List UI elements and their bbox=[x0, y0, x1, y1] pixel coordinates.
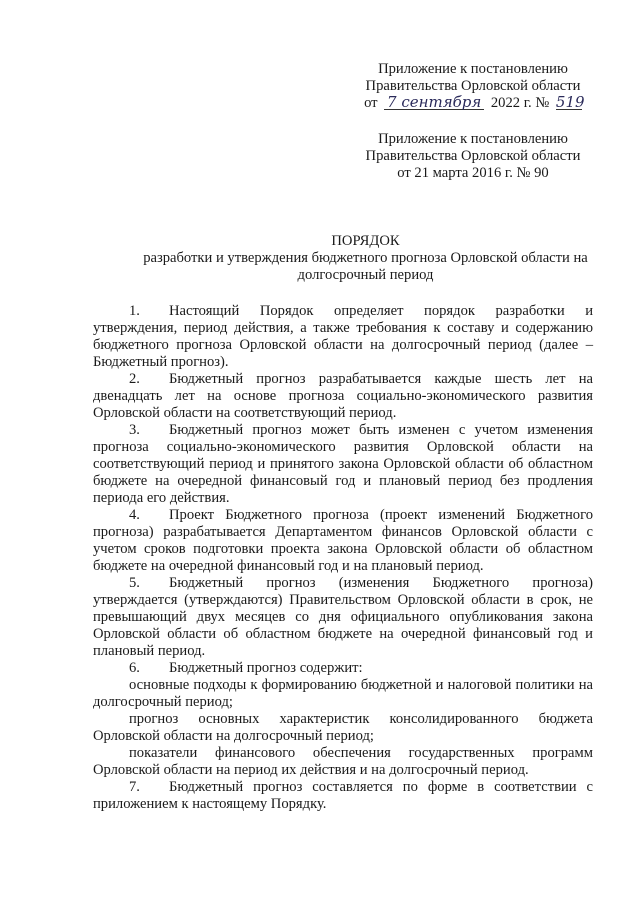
paragraph-number: 6. bbox=[129, 660, 140, 676]
paragraph-text: Бюджетный прогноз содержит: bbox=[169, 660, 363, 676]
paragraph bbox=[93, 303, 593, 371]
header-line: Приложение к постановлению bbox=[378, 131, 568, 147]
paragraph-text: Бюджетный прогноз может быть изменен с учетом изменения прогноза социально-экономического развития Орловской области на соответствующий период и принятого закона Орловской области об областном бюджете на очередной финансовый год и плановый период без продления периода его действия. bbox=[93, 422, 593, 506]
approval-header-current bbox=[358, 61, 588, 112]
title-main: ПОРЯДОК bbox=[331, 233, 400, 249]
document-title bbox=[0, 233, 636, 284]
handwritten-date: 7 сентября bbox=[384, 95, 484, 110]
paragraph-number: 4. bbox=[129, 507, 140, 523]
paragraph-text: Бюджетный прогноз составляется по форме в соответствии с приложением к настоящему Порядку. bbox=[93, 779, 593, 812]
paragraph-text: основные подходы к формированию бюджетной и налоговой политики на долгосрочный период; bbox=[93, 677, 593, 710]
paragraph-number: 2. bbox=[129, 371, 140, 387]
approval-header-original bbox=[358, 131, 588, 182]
header-line: Правительства Орловской области bbox=[365, 78, 581, 94]
header-line: Правительства Орловской области bbox=[365, 148, 581, 164]
date-suffix: 2022 г. № bbox=[490, 95, 550, 111]
paragraph-number: 1. bbox=[129, 303, 140, 319]
paragraph bbox=[93, 575, 593, 660]
header-line: от 21 марта 2016 г. № 90 bbox=[397, 165, 549, 181]
title-subtitle: разработки и утверждения бюджетного прогноза Орловской области на bbox=[143, 250, 588, 266]
paragraph bbox=[93, 711, 593, 745]
header-date-line bbox=[358, 95, 588, 112]
paragraph bbox=[93, 507, 593, 575]
paragraph bbox=[93, 745, 593, 779]
paragraph-text: показатели финансового обеспечения государственных программ Орловской области на период их действия и на долгосрочный период. bbox=[93, 745, 593, 778]
paragraph-text: Настоящий Порядок определяет порядок разработки и утверждения, период действия, а также требования к составу и содержанию бюджетного прогноза Орловской области на долгосрочный период (далее – Бюджетный прогноз). bbox=[93, 303, 593, 370]
paragraph-number: 7. bbox=[129, 779, 140, 795]
paragraph-number: 3. bbox=[129, 422, 140, 438]
paragraph-number: 5. bbox=[129, 575, 140, 591]
paragraph bbox=[93, 677, 593, 711]
paragraph bbox=[93, 779, 593, 813]
paragraph-text: Бюджетный прогноз разрабатывается каждые шесть лет на двенадцать лет на основе прогноза социально-экономического развития Орловской области на соответствующий период. bbox=[93, 371, 593, 421]
document-body bbox=[93, 303, 593, 813]
title-subtitle: долгосрочный период bbox=[297, 267, 434, 283]
paragraph bbox=[93, 371, 593, 422]
date-prefix: от bbox=[364, 95, 378, 111]
paragraph-text: Проект Бюджетного прогноза (проект изменений Бюджетного прогноза) разрабатывается Департаментом финансов Орловской области с учетом сроков подготовки проекта закона Орловской области об областном бюджете на очередной финансовый год и на плановый период. bbox=[93, 507, 593, 574]
paragraph-text: прогноз основных характеристик консолидированного бюджета Орловской области на долгосрочный период; bbox=[93, 711, 593, 744]
paragraph bbox=[93, 422, 593, 507]
header-line: Приложение к постановлению bbox=[378, 61, 568, 77]
paragraph-text: Бюджетный прогноз (изменения Бюджетного прогноза) утверждается (утверждаются) Правительством Орловской области в срок, не превышающий двух месяцев со дня официального опубликования закона Орловской области об областном бюджете на очередной финансовый год и плановый период. bbox=[93, 575, 593, 659]
paragraph bbox=[93, 660, 593, 677]
handwritten-number: 519 bbox=[555, 93, 585, 111]
